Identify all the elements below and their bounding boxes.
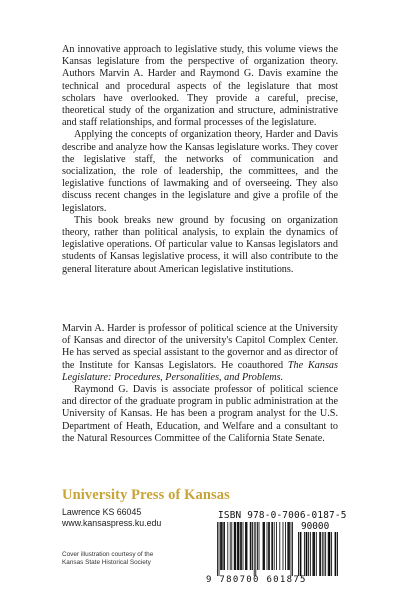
- barcode-bar: [251, 522, 252, 570]
- barcode-bar: [250, 522, 251, 570]
- barcode-bar: [300, 532, 301, 576]
- barcode-bar: [274, 522, 275, 570]
- barcode-bar: [287, 522, 288, 570]
- author-bio-harder: [62, 323, 338, 384]
- harder-bio-text: Marvin A. Harder is professor of political science at the University of Kansas and director of the university's Capitol Complex Center. He has served as special assistant to the governor and as director of the Institute for Kansas Legislators. He coauthored: [62, 323, 338, 371]
- barcode-bar: [308, 532, 309, 576]
- cover-credit-line-1: Cover illustration courtesy of the: [62, 551, 154, 558]
- barcode-bar: [220, 522, 221, 570]
- barcode-bar: [324, 532, 325, 576]
- barcode-bar: [304, 532, 305, 576]
- barcode-bar: [314, 532, 315, 576]
- barcode-bar: [316, 532, 317, 576]
- barcode-bar: [285, 522, 286, 570]
- barcode-bar: [243, 522, 244, 570]
- barcode-bar: [224, 522, 225, 570]
- barcode-bar: [254, 522, 255, 576]
- barcode-bar: [263, 522, 264, 570]
- barcode-bar: [288, 522, 289, 570]
- barcode-bar: [241, 522, 242, 570]
- barcode-bar: [322, 532, 323, 576]
- barcode-bar: [307, 532, 308, 576]
- barcode-bar: [235, 522, 236, 570]
- barcode-bar: [238, 522, 239, 570]
- description-paragraph-2: Applying the concepts of organization theory, Harder and Davis describe and analyze how the Kansas legislature works. They cover the legislative staff, the networks of communication and socialization, the role of leadership, the committees, and the legislative functions of lawmaking and of overseeing. They also discuss recent changes in the legislature and give a profile of the legislators.: [62, 129, 338, 214]
- barcode-bar: [257, 522, 258, 570]
- barcode-bar: [319, 532, 320, 576]
- barcode-bar: [264, 522, 265, 570]
- barcode-bar: [239, 522, 240, 570]
- barcode-bar: [267, 522, 268, 570]
- barcode-bar: [223, 522, 224, 570]
- barcode-bar: [298, 532, 299, 576]
- isbn-label: ISBN 978-0-7006-0187-5: [218, 510, 347, 521]
- cover-credit: [62, 551, 192, 567]
- barcode-bar: [245, 522, 246, 570]
- barcode-bar: [268, 522, 269, 570]
- barcode-bar: [237, 522, 238, 570]
- barcode-bar: [320, 532, 321, 576]
- barcode-bar: [230, 522, 231, 570]
- barcode-bar: [271, 522, 272, 570]
- book-description: [62, 44, 338, 276]
- barcode-bar: [328, 532, 329, 576]
- barcode-bar: [310, 532, 311, 576]
- barcode-bar: [269, 522, 270, 570]
- barcode-bar: [329, 532, 330, 576]
- barcode-bar: [255, 522, 256, 576]
- barcode-bar: [313, 532, 314, 576]
- barcode-bar: [247, 522, 248, 570]
- barcode-bar: [263, 522, 264, 570]
- barcode-bar: [240, 522, 241, 570]
- barcode-bar: [246, 522, 247, 570]
- barcode-bar: [337, 532, 338, 576]
- cover-credit-line-2: Kansas State Historical Society: [62, 559, 151, 567]
- barcode-bar: [283, 522, 284, 570]
- barcode-bar: [335, 532, 336, 576]
- barcode-bar: [276, 522, 277, 570]
- barcode-bar: [221, 522, 222, 570]
- description-paragraph-3: This book breaks new ground by focusing on organization theory, rather than political analysis, to explain the dynamics of legislative operations. Of particular value to Kansas legislators and students of Kansas legislative process, it will also contribute to the general literature about American legislative institutions.: [62, 214, 338, 275]
- description-paragraph-1: An innovative approach to legislative study, this volume views the Kansas legislature from the perspective of organization theory. Authors Marvin A. Harder and Raymond G. Davis examine the technical and procedural aspects of the legislature that most scholars have overlooked. They provide a careful, precise, theoretical study of the organization and structure, administrative and staff relationships, and formal processes of the legislature.: [62, 44, 338, 129]
- barcode-bar: [272, 522, 273, 570]
- barcode-bar: [234, 522, 235, 570]
- barcode-bar: [217, 522, 218, 576]
- publisher-name: University Press of Kansas: [62, 487, 230, 503]
- price-barcode: [298, 532, 338, 576]
- barcode-bar: [291, 522, 292, 576]
- barcode-bar: [227, 522, 228, 570]
- barcode-bar: [335, 532, 336, 576]
- isbn-barcode: [217, 522, 293, 576]
- barcode-bar: [312, 532, 313, 576]
- harder-book-title: The Kansas Legislature: Procedures, Personalities, and Problems.: [62, 359, 338, 383]
- author-bio-davis: Raymond G. Davis is associate professor of political science and director of the graduate program in public administration at the University of Kansas. He has been a program analyst for the U.S. Department of Heath, Education, and Welfare and a consultant to the Natural Resources Committee of the California State Senate.: [62, 384, 338, 444]
- barcode-bar: [289, 522, 290, 570]
- barcode-bar: [252, 522, 253, 570]
- publisher-url: www.kansaspress.ku.edu: [62, 518, 162, 528]
- price-code-label: 90000: [301, 521, 330, 532]
- barcode-digits: 9 780700 601875: [206, 575, 307, 585]
- publisher-city: Lawrence KS 66045: [62, 507, 142, 517]
- barcode-bar: [325, 532, 326, 576]
- barcode-bar: [235, 522, 236, 570]
- barcode-bar: [331, 532, 332, 576]
- barcode-bar: [306, 532, 307, 576]
- barcode-bar: [301, 532, 302, 576]
- barcode-bar: [292, 522, 293, 576]
- barcode-bar: [259, 522, 260, 570]
- barcode-bar: [279, 522, 280, 570]
- barcode-bar: [231, 522, 232, 570]
- barcode-bar: [329, 532, 330, 576]
- barcode-bar: [219, 522, 220, 576]
- author-bios: [62, 323, 338, 445]
- barcode-bar: [222, 522, 223, 570]
